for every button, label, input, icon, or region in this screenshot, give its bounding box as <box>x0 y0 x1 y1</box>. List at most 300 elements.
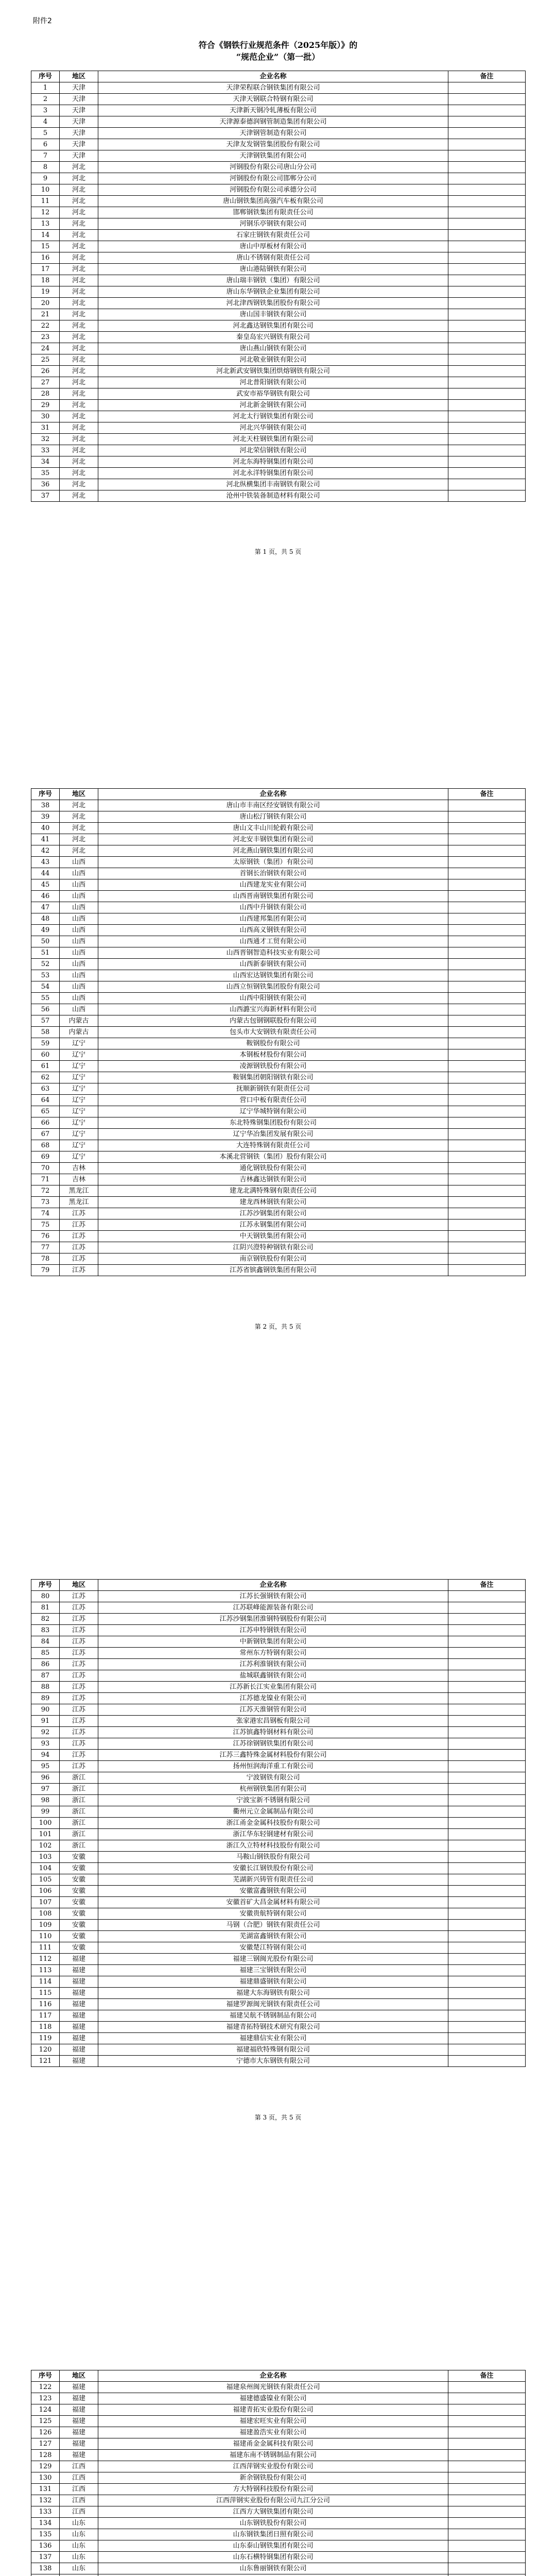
company-name-cell: 唐山燕山钢铁有限公司 <box>98 343 448 354</box>
region-cell: 福建 <box>60 2033 98 2044</box>
region-cell: 福建 <box>60 2450 98 2461</box>
note-cell <box>448 1648 526 1659</box>
row-number-cell: 49 <box>31 925 60 936</box>
table-row <box>31 1004 526 1015</box>
region-cell: 浙江 <box>60 1818 98 1829</box>
region-cell: 山东 <box>60 2529 98 2540</box>
row-number-cell: 110 <box>31 1931 60 1942</box>
table-row <box>31 1954 526 1965</box>
company-name-cell: 江苏徐钢钢铁集团有限公司 <box>98 1738 448 1750</box>
row-number-cell: 34 <box>31 456 60 468</box>
company-name-cell: 山东鲁丽钢铁有限公司 <box>98 2563 448 2574</box>
table-row <box>31 411 526 422</box>
table-row <box>31 1942 526 1954</box>
note-cell <box>448 1061 526 1072</box>
row-number-cell: 57 <box>31 1015 60 1027</box>
note-cell <box>448 2574 526 2576</box>
company-name-cell: 河北荣信钢铁有限公司 <box>98 445 448 456</box>
row-number-cell <box>31 2574 60 2576</box>
table-row <box>31 902 526 913</box>
table-row <box>31 1140 526 1151</box>
note-cell <box>448 857 526 868</box>
row-number-cell: 48 <box>31 913 60 925</box>
row-number-cell: 14 <box>31 230 60 241</box>
row-number-cell: 59 <box>31 1038 60 1049</box>
note-cell <box>448 1908 526 1920</box>
table-header-row <box>31 789 526 800</box>
note-cell <box>448 366 526 377</box>
region-cell: 福建 <box>60 2416 98 2427</box>
table-row <box>31 1265 526 1276</box>
table-row <box>31 1852 526 1863</box>
company-name-cell: 南京钢铁股份有限公司 <box>98 1253 448 1265</box>
row-number-cell: 106 <box>31 1886 60 1897</box>
note-cell <box>448 286 526 298</box>
table-row <box>31 184 526 196</box>
company-name-cell <box>98 2574 448 2576</box>
note-cell <box>448 1988 526 1999</box>
table-row <box>31 1197 526 1208</box>
row-number-cell: 23 <box>31 332 60 343</box>
note-cell <box>448 1625 526 1636</box>
note-cell <box>448 128 526 139</box>
table-row <box>31 1129 526 1140</box>
company-name-cell: 山西潞宝兴海新材料有限公司 <box>98 1004 448 1015</box>
region-cell: 内蒙古 <box>60 1027 98 1038</box>
table-row <box>31 434 526 445</box>
row-number-cell: 40 <box>31 823 60 834</box>
region-cell: 福建 <box>60 1965 98 1976</box>
table-row <box>31 959 526 970</box>
region-cell: 天津 <box>60 94 98 105</box>
region-cell: 安徽 <box>60 1886 98 1897</box>
company-name-cell: 浙江华东轻钢建材有限公司 <box>98 1829 448 1840</box>
table-row <box>31 970 526 981</box>
row-number-cell: 54 <box>31 981 60 993</box>
row-number-cell: 118 <box>31 2022 60 2033</box>
region-cell: 江苏 <box>60 1704 98 1716</box>
row-number-cell: 113 <box>31 1965 60 1976</box>
region-cell: 河北 <box>60 845 98 857</box>
note-cell <box>448 173 526 184</box>
table-row <box>31 1738 526 1750</box>
company-name-cell: 盐城联鑫钢铁有限公司 <box>98 1670 448 1682</box>
note-cell <box>448 1083 526 1095</box>
table-row <box>31 1931 526 1942</box>
row-number-cell: 2 <box>31 94 60 105</box>
region-cell: 辽宁 <box>60 1140 98 1151</box>
company-name-cell: 福建德盛镍业有限公司 <box>98 2393 448 2404</box>
company-name-cell: 福建甬金金属科技有限公司 <box>98 2438 448 2450</box>
region-cell: 浙江 <box>60 1795 98 1806</box>
row-number-cell: 79 <box>31 1265 60 1276</box>
note-cell <box>448 1829 526 1840</box>
note-cell <box>448 2506 526 2518</box>
region-cell: 福建 <box>60 2044 98 2056</box>
table-row <box>31 2574 526 2576</box>
table-header-row <box>31 1580 526 1591</box>
table-row <box>31 1874 526 1886</box>
company-name-cell: 唐山东华钢铁企业集团有限公司 <box>98 286 448 298</box>
region-cell: 山西 <box>60 970 98 981</box>
table-row <box>31 309 526 320</box>
note-cell <box>448 1129 526 1140</box>
note-cell <box>448 105 526 116</box>
row-number-cell: 63 <box>31 1083 60 1095</box>
region-cell: 河北 <box>60 411 98 422</box>
table-row <box>31 1242 526 1253</box>
table-row <box>31 2438 526 2450</box>
company-name-cell: 江阴兴澄特种钢铁有限公司 <box>98 1242 448 1253</box>
region-cell: 河北 <box>60 468 98 479</box>
row-number-cell: 125 <box>31 2416 60 2427</box>
table-row <box>31 2044 526 2056</box>
table-row <box>31 879 526 891</box>
region-cell: 江苏 <box>60 1636 98 1648</box>
table-row <box>31 400 526 411</box>
table-row <box>31 1999 526 2010</box>
row-number-cell: 111 <box>31 1942 60 1954</box>
region-cell: 河北 <box>60 434 98 445</box>
company-name-cell: 浙江久立特材科技股份有限公司 <box>98 1840 448 1852</box>
row-number-cell: 11 <box>31 196 60 207</box>
company-name-cell: 邯郸钢铁集团有限责任公司 <box>98 207 448 218</box>
table-body <box>31 1591 526 2067</box>
company-name-cell: 福建泉州闽光钢铁有限责任公司 <box>98 2382 448 2393</box>
company-name-cell: 河北燕山钢铁集团有限公司 <box>98 845 448 857</box>
region-cell: 辽宁 <box>60 1049 98 1061</box>
row-number-cell: 120 <box>31 2044 60 2056</box>
table-row <box>31 981 526 993</box>
company-table-page-3 <box>31 1579 526 2067</box>
header-region: 地区 <box>60 2370 98 2382</box>
company-name-cell: 河钢股份有限公司邯郸分公司 <box>98 173 448 184</box>
company-name-cell: 新余钢铁股份有限公司 <box>98 2472 448 2484</box>
region-cell: 江苏 <box>60 1208 98 1219</box>
region-cell: 山西 <box>60 981 98 993</box>
table-row <box>31 218 526 230</box>
document-title <box>0 39 556 63</box>
company-name-cell: 马钢（合肥）钢铁有限责任公司 <box>98 1920 448 1931</box>
note-cell <box>448 116 526 128</box>
company-name-cell: 扬州恒润海洋重工有限公司 <box>98 1761 448 1772</box>
company-name-cell: 福建盈浩实业有限公司 <box>98 2427 448 2438</box>
table-row <box>31 2427 526 2438</box>
table-row <box>31 1625 526 1636</box>
region-cell: 山东 <box>60 2552 98 2563</box>
row-number-cell: 81 <box>31 1602 60 1614</box>
company-table-page-4 <box>31 2370 526 2576</box>
note-cell <box>448 2022 526 2033</box>
company-name-cell: 安徽楚江特钢有限公司 <box>98 1942 448 1954</box>
note-cell <box>448 2044 526 2056</box>
header-region: 地区 <box>60 789 98 800</box>
note-cell <box>448 388 526 400</box>
table-row <box>31 2056 526 2067</box>
company-name-cell: 河北津西钢铁集团股份有限公司 <box>98 298 448 309</box>
region-cell: 河北 <box>60 252 98 264</box>
region-cell: 江苏 <box>60 1682 98 1693</box>
row-number-cell: 131 <box>31 2484 60 2495</box>
company-name-cell: 山东钢铁集团日照有限公司 <box>98 2529 448 2540</box>
company-name-cell: 鞍钢集团朝阳钢铁有限公司 <box>98 1072 448 1083</box>
row-number-cell: 98 <box>31 1795 60 1806</box>
region-cell: 辽宁 <box>60 1117 98 1129</box>
region-cell: 山东 <box>60 2540 98 2552</box>
company-name-cell: 唐山不锈钢有限责任公司 <box>98 252 448 264</box>
table-row <box>31 1965 526 1976</box>
company-name-cell: 福建鼎信实业有限公司 <box>98 2033 448 2044</box>
company-name-cell: 河北永洋特钢集团有限公司 <box>98 468 448 479</box>
company-name-cell: 唐山钢铁集团高强汽车板有限公司 <box>98 196 448 207</box>
note-cell <box>448 2056 526 2067</box>
row-number-cell: 50 <box>31 936 60 947</box>
note-cell <box>448 196 526 207</box>
note-cell <box>448 162 526 173</box>
row-number-cell: 43 <box>31 857 60 868</box>
note-cell <box>448 1693 526 1704</box>
note-cell <box>448 1602 526 1614</box>
row-number-cell: 51 <box>31 947 60 959</box>
region-cell: 天津 <box>60 128 98 139</box>
table-body <box>31 2382 526 2576</box>
note-cell <box>448 1027 526 1038</box>
row-number-cell: 82 <box>31 1614 60 1625</box>
region-cell: 河北 <box>60 445 98 456</box>
row-number-cell: 94 <box>31 1750 60 1761</box>
company-name-cell: 中新钢铁集团有限公司 <box>98 1636 448 1648</box>
company-name-cell: 河北新金钢铁有限公司 <box>98 400 448 411</box>
table-row <box>31 1829 526 1840</box>
company-name-cell: 河北兴华钢铁有限公司 <box>98 422 448 434</box>
table-row <box>31 1727 526 1738</box>
company-name-cell: 本钢板材股份有限公司 <box>98 1049 448 1061</box>
note-cell <box>448 1185 526 1197</box>
row-number-cell: 71 <box>31 1174 60 1185</box>
region-cell: 江苏 <box>60 1670 98 1682</box>
note-cell <box>448 1117 526 1129</box>
table-row <box>31 150 526 162</box>
table-row <box>31 1863 526 1874</box>
company-name-cell: 本溪北营钢铁（集团）股份有限公司 <box>98 1151 448 1163</box>
region-cell: 辽宁 <box>60 1106 98 1117</box>
note-cell <box>448 925 526 936</box>
row-number-cell: 95 <box>31 1761 60 1772</box>
row-number-cell: 137 <box>31 2552 60 2563</box>
company-name-cell: 天津钢铁集团有限公司 <box>98 150 448 162</box>
note-cell <box>448 411 526 422</box>
company-name-cell: 福建宏旺实业有限公司 <box>98 2416 448 2427</box>
row-number-cell: 25 <box>31 354 60 366</box>
table-row <box>31 2461 526 2472</box>
header-number: 序号 <box>31 1580 60 1591</box>
row-number-cell: 42 <box>31 845 60 857</box>
note-cell <box>448 1738 526 1750</box>
region-cell: 河北 <box>60 332 98 343</box>
company-name-cell: 山西中升钢铁有限公司 <box>98 902 448 913</box>
company-name-cell: 营口中板有限责任公司 <box>98 1095 448 1106</box>
table-row <box>31 947 526 959</box>
row-number-cell: 129 <box>31 2461 60 2472</box>
row-number-cell: 83 <box>31 1625 60 1636</box>
row-number-cell: 77 <box>31 1242 60 1253</box>
table-row <box>31 1840 526 1852</box>
row-number-cell: 100 <box>31 1818 60 1829</box>
region-cell: 江苏 <box>60 1253 98 1265</box>
company-name-cell: 山东泰山钢铁集团有限公司 <box>98 2540 448 2552</box>
row-number-cell: 138 <box>31 2563 60 2574</box>
row-number-cell: 66 <box>31 1117 60 1129</box>
region-cell: 安徽 <box>60 1942 98 1954</box>
region-cell: 浙江 <box>60 1784 98 1795</box>
table-row <box>31 1072 526 1083</box>
table-row <box>31 2495 526 2506</box>
company-name-cell: 唐山港陆钢铁有限公司 <box>98 264 448 275</box>
note-cell <box>448 1784 526 1795</box>
company-name-cell: 建龙北满特殊钢有限责任公司 <box>98 1185 448 1197</box>
row-number-cell: 116 <box>31 1999 60 2010</box>
table-row <box>31 298 526 309</box>
company-table-page-1 <box>31 71 526 502</box>
page-footer: 第 2 页，共 5 页 <box>254 1323 302 1330</box>
company-name-cell: 安徽贵航特钢有限公司 <box>98 1908 448 1920</box>
company-table-page-2 <box>31 788 526 1276</box>
region-cell: 山西 <box>60 891 98 902</box>
row-number-cell: 70 <box>31 1163 60 1174</box>
note-cell <box>448 1072 526 1083</box>
table-row <box>31 1049 526 1061</box>
note-cell <box>448 947 526 959</box>
note-cell <box>448 1954 526 1965</box>
region-cell: 吉林 <box>60 1163 98 1174</box>
row-number-cell: 74 <box>31 1208 60 1219</box>
table-row <box>31 1908 526 1920</box>
region-cell: 河北 <box>60 298 98 309</box>
table-row <box>31 105 526 116</box>
region-cell: 江西 <box>60 2495 98 2506</box>
company-name-cell: 江苏联峰能源装备有限公司 <box>98 1602 448 1614</box>
row-number-cell: 21 <box>31 309 60 320</box>
row-number-cell: 134 <box>31 2518 60 2529</box>
region-cell: 安徽 <box>60 1874 98 1886</box>
row-number-cell: 13 <box>31 218 60 230</box>
table-row <box>31 2416 526 2427</box>
note-cell <box>448 1761 526 1772</box>
region-cell: 江西 <box>60 2461 98 2472</box>
row-number-cell: 107 <box>31 1897 60 1908</box>
region-cell: 江苏 <box>60 1727 98 1738</box>
region-cell: 河北 <box>60 400 98 411</box>
region-cell: 河北 <box>60 479 98 490</box>
table-row <box>31 173 526 184</box>
region-cell: 山东 <box>60 2518 98 2529</box>
company-name-cell: 张家港宏昌钢板有限公司 <box>98 1716 448 1727</box>
table-row <box>31 1602 526 1614</box>
company-name-cell: 河北安丰钢铁集团有限公司 <box>98 834 448 845</box>
region-cell: 福建 <box>60 2022 98 2033</box>
region-cell: 河北 <box>60 184 98 196</box>
region-cell: 山西 <box>60 947 98 959</box>
region-cell: 江苏 <box>60 1219 98 1231</box>
region-cell: 辽宁 <box>60 1151 98 1163</box>
row-number-cell: 62 <box>31 1072 60 1083</box>
note-cell <box>448 1095 526 1106</box>
note-cell <box>448 959 526 970</box>
row-number-cell: 76 <box>31 1231 60 1242</box>
row-number-cell: 7 <box>31 150 60 162</box>
company-name-cell: 江苏沙钢集团淮钢特钢股份有限公司 <box>98 1614 448 1625</box>
row-number-cell: 96 <box>31 1772 60 1784</box>
table-header-row <box>31 71 526 82</box>
table-row <box>31 1682 526 1693</box>
row-number-cell: 60 <box>31 1049 60 1061</box>
note-cell <box>448 2033 526 2044</box>
region-cell: 安徽 <box>60 1931 98 1942</box>
table-row <box>31 2540 526 2552</box>
company-name-cell: 福建青拓特钢技术研究有限公司 <box>98 2022 448 2033</box>
company-name-cell: 衢州元立金属制品有限公司 <box>98 1806 448 1818</box>
region-cell: 福建 <box>60 2382 98 2393</box>
region-cell: 河北 <box>60 173 98 184</box>
company-name-cell: 河北太行钢铁集团有限公司 <box>98 411 448 422</box>
row-number-cell: 3 <box>31 105 60 116</box>
row-number-cell: 65 <box>31 1106 60 1117</box>
company-name-cell: 宁波钢铁有限公司 <box>98 1772 448 1784</box>
row-number-cell: 24 <box>31 343 60 354</box>
table-row <box>31 1253 526 1265</box>
region-cell: 浙江 <box>60 1840 98 1852</box>
company-name-cell: 安徽富鑫钢铁有限公司 <box>98 1886 448 1897</box>
note-cell <box>448 1614 526 1625</box>
region-cell: 河北 <box>60 230 98 241</box>
company-name-cell: 杭州钢铁集团有限公司 <box>98 1784 448 1795</box>
region-cell: 福建 <box>60 1999 98 2010</box>
table-row <box>31 868 526 879</box>
row-number-cell: 30 <box>31 411 60 422</box>
note-cell <box>448 377 526 388</box>
row-number-cell: 39 <box>31 811 60 823</box>
note-cell <box>448 2540 526 2552</box>
region-cell: 山西 <box>60 857 98 868</box>
table-row <box>31 1231 526 1242</box>
region-cell: 山东 <box>60 2563 98 2574</box>
note-cell <box>448 1636 526 1648</box>
row-number-cell: 127 <box>31 2438 60 2450</box>
table-row <box>31 811 526 823</box>
region-cell: 江苏 <box>60 1648 98 1659</box>
company-name-cell: 山西高义钢铁有限公司 <box>98 925 448 936</box>
company-name-cell: 武安市裕华钢铁有限公司 <box>98 388 448 400</box>
company-name-cell: 江苏长强钢铁有限公司 <box>98 1591 448 1602</box>
row-number-cell: 115 <box>31 1988 60 1999</box>
company-name-cell: 鞍钢股份有限公司 <box>98 1038 448 1049</box>
note-cell <box>448 1015 526 1027</box>
table-row <box>31 116 526 128</box>
row-number-cell: 26 <box>31 366 60 377</box>
note-cell <box>448 332 526 343</box>
region-cell: 河北 <box>60 456 98 468</box>
region-cell: 河北 <box>60 207 98 218</box>
company-name-cell: 江苏利淮钢铁有限公司 <box>98 1659 448 1670</box>
row-number-cell: 10 <box>31 184 60 196</box>
company-name-cell: 天津友发钢管集团股份有限公司 <box>98 139 448 150</box>
region-cell: 河北 <box>60 320 98 332</box>
table-row <box>31 2033 526 2044</box>
company-name-cell: 芜湖富鑫钢铁有限公司 <box>98 1931 448 1942</box>
region-cell: 江苏 <box>60 1716 98 1727</box>
company-name-cell: 江苏新长江实业集团有限公司 <box>98 1682 448 1693</box>
row-number-cell: 92 <box>31 1727 60 1738</box>
